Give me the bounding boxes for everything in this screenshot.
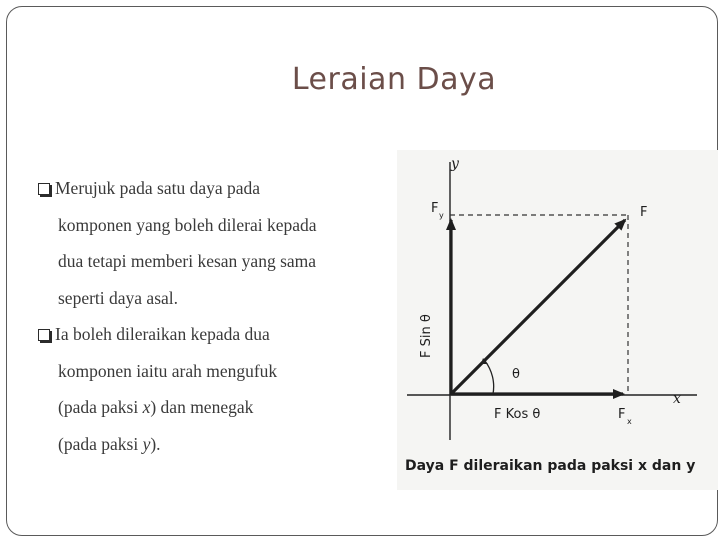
bullet-item-2-line-4: (pada paksi y).: [58, 433, 161, 454]
bullet-list: [55, 170, 408, 462]
f-resultant-vector-arrow: [451, 220, 625, 394]
x-axis-label: x: [673, 391, 681, 407]
bullet-text: Merujuk pada satu daya pada: [55, 178, 261, 198]
bullet-item-1-line-3: dua tetapi memberi kesan yang sama: [58, 251, 317, 271]
figure-caption: Daya F dileraikan pada paksi x dan y: [405, 458, 696, 474]
force-diagram: [397, 150, 718, 490]
bullet-item-1-line-2: komponen yang boleh dilerai kepada: [58, 214, 317, 235]
bullet-text: Ia boleh dileraikan kepada dua: [55, 324, 270, 344]
theta-label: θ: [512, 367, 520, 382]
bullet-item-2-line-3: (pada paksi x) dan menegak: [58, 397, 254, 417]
theta-arc: [485, 361, 494, 394]
f-kos-theta-label: F Kos θ: [494, 407, 541, 422]
fy-subscript: y: [439, 211, 444, 220]
fx-subscript: x: [627, 417, 632, 426]
fy-label: F: [431, 201, 439, 216]
y-axis-label: y: [451, 156, 459, 172]
bullet-item-2-line-2: komponen iaitu arah mengufuk: [58, 360, 278, 381]
bullet-item-1-line-4: seperti daya asal.: [58, 287, 179, 308]
force-resolution-figure: [397, 150, 718, 490]
checkbox-bullet-icon: [38, 329, 50, 341]
bullet-item-2-line-1: [38, 316, 408, 353]
fx-label: F: [618, 407, 626, 422]
bullet-item-1-line-1: [38, 170, 408, 207]
checkbox-bullet-icon: [38, 183, 50, 195]
f-label: F: [640, 205, 648, 220]
slide-title: Leraian Daya: [291, 62, 497, 97]
f-sin-theta-label: F Sin θ: [419, 314, 434, 358]
